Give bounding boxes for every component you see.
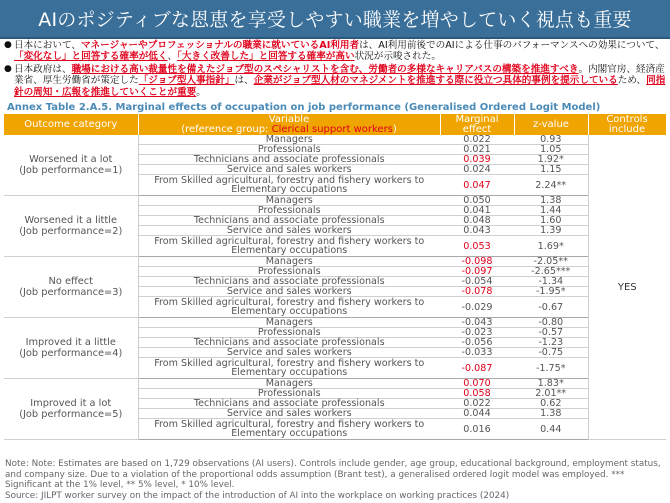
variable-cell: Managers (138, 318, 440, 328)
marginal-effect-cell: 0.021 (440, 145, 514, 155)
marginal-effect-cell: -0.029 (440, 297, 514, 318)
marginal-effect-cell: 0.022 (440, 135, 514, 145)
variable-cell: Technicians and associate professionals (138, 155, 440, 165)
variable-cell: From Skilled agricultural, forestry and fishery workers to Elementary occupations (138, 175, 440, 196)
header-outcome: Outcome category (4, 114, 138, 135)
variable-cell: Service and sales workers (138, 287, 440, 297)
z-value-cell: 1.44 (514, 206, 588, 216)
bullet-text (14, 40, 666, 63)
marginal-effect-cell: -0.097 (440, 267, 514, 277)
z-value-cell: -2.05** (514, 257, 588, 267)
z-value-cell: 0.44 (514, 419, 588, 440)
variable-cell: Technicians and associate professionals (138, 277, 440, 287)
marginal-effect-cell: 0.041 (440, 206, 514, 216)
variable-cell: Managers (138, 135, 440, 145)
source-text: Source: JILPT worker survey on the impact of the introduction of AI into the workplace on working practices (2024) (5, 490, 510, 501)
z-value-cell: 2.24** (514, 175, 588, 196)
bullet-highlight: マネージャーやプロフェッショナルの職業に就いているAI利用者 (80, 40, 360, 51)
bullet-segment: 状況が示唆された。 (354, 51, 441, 63)
z-value-cell: 1.69* (514, 236, 588, 257)
bullet-highlight: 「変化なし」と回答する確率が低く (14, 51, 168, 63)
z-value-cell: 2.01** (514, 389, 588, 399)
marginal-effect-cell: 0.070 (440, 379, 514, 389)
outcome-category-cell (4, 379, 138, 440)
outcome-category-label: Worsened it a lot (29, 154, 113, 165)
z-value-cell: 0.93 (514, 135, 588, 145)
bullet-segment: 日本において、 (14, 40, 81, 51)
marginal-effect-cell: 0.043 (440, 226, 514, 236)
header-reference-group: (reference group: Clerical support workers) (181, 123, 397, 135)
marginal-effect-cell: 0.053 (440, 236, 514, 257)
z-value-cell: -0.67 (514, 297, 588, 318)
variable-cell: Managers (138, 257, 440, 267)
z-value-cell: -1.95* (514, 287, 588, 297)
z-value-cell: 1.15 (514, 165, 588, 175)
variable-cell: Professionals (138, 206, 440, 216)
bullet-segment: は、AI利用前後でのAIによる仕事のパフォーマンスへの効果について、 (359, 40, 665, 51)
outcome-category-cell (4, 318, 138, 379)
variable-cell: From Skilled agricultural, forestry and fishery workers to Elementary occupations (138, 236, 440, 257)
variable-cell: Professionals (138, 267, 440, 277)
bullet-segment: 、 (167, 51, 178, 63)
marginal-effect-cell: 0.047 (440, 175, 514, 196)
table-header-row (4, 114, 666, 135)
title-bar (0, 0, 670, 39)
summary-bullets (4, 40, 666, 99)
bullet-highlight: 「ジョブ型人事指針」 (138, 75, 235, 87)
bullet-marker: ● (4, 40, 12, 50)
variable-cell: Technicians and associate professionals (138, 338, 440, 348)
outcome-category-cell (4, 135, 138, 196)
bullet-segment: ため、 (617, 75, 647, 87)
bullet-highlight: 同指針の周知・広報を推進していくことが重要 (14, 75, 666, 98)
z-value-cell: -1.23 (514, 338, 588, 348)
header-variable (138, 114, 440, 135)
table-notes (5, 459, 667, 501)
marginal-effect-cell: -0.056 (440, 338, 514, 348)
marginal-effect-cell: 0.022 (440, 399, 514, 409)
header-marginal-effect: Marginal effect (440, 114, 514, 135)
outcome-category-label: Improved it a lot (30, 398, 112, 409)
bullet-highlight: 企業がジョブ型人材のマネジメントを推進する際に役立つ具体的事例を提示している (253, 75, 618, 87)
variable-cell: Service and sales workers (138, 348, 440, 358)
variable-cell: From Skilled agricultural, forestry and fishery workers to Elementary occupations (138, 297, 440, 318)
z-value-cell: -0.80 (514, 318, 588, 328)
marginal-effect-cell: 0.039 (440, 155, 514, 165)
variable-cell: Professionals (138, 145, 440, 155)
table-row (4, 196, 666, 206)
table-title: Annex Table 2.A.5. Marginal effects of occupation on job performance (Generalised Ordered Logit Model) (7, 102, 601, 113)
table-row (4, 379, 666, 389)
variable-cell: Service and sales workers (138, 226, 440, 236)
outcome-category-sublabel: (Job performance=2) (19, 226, 123, 237)
marginal-effect-cell: 0.044 (440, 409, 514, 419)
z-value-cell: -1.34 (514, 277, 588, 287)
controls-included-cell: YES (588, 135, 666, 440)
z-value-cell: 1.05 (514, 145, 588, 155)
z-value-cell: -0.57 (514, 328, 588, 338)
outcome-category-sublabel: (Job performance=3) (19, 287, 123, 298)
marginal-effect-cell: 0.058 (440, 389, 514, 399)
bullet-segment: 。内閣官房、経済産業省、厚生労働省が策定した (14, 63, 665, 87)
marginal-effect-cell: 0.024 (440, 165, 514, 175)
table-row (4, 318, 666, 328)
marginal-effect-cell: 0.048 (440, 216, 514, 226)
outcome-category-sublabel: (Job performance=5) (19, 409, 123, 420)
z-value-cell: 1.60 (514, 216, 588, 226)
variable-cell: Professionals (138, 328, 440, 338)
outcome-category-cell (4, 257, 138, 318)
marginal-effect-cell: -0.098 (440, 257, 514, 267)
marginal-effects-table (4, 114, 667, 440)
z-value-cell: 1.38 (514, 196, 588, 206)
marginal-effect-cell: -0.023 (440, 328, 514, 338)
z-value-cell: 0.62 (514, 399, 588, 409)
outcome-category-cell (4, 196, 138, 257)
z-value-cell: -2.65*** (514, 267, 588, 277)
reference-group-name: Clerical support workers (271, 123, 393, 135)
variable-cell: Technicians and associate professionals (138, 399, 440, 409)
header-variable-label: Variable (268, 113, 310, 125)
bullet-highlight: 「大きく改善した」と回答する確率が高い (177, 51, 355, 63)
variable-cell: Managers (138, 196, 440, 206)
bullet-marker: ● (4, 63, 12, 74)
table-row (4, 135, 666, 145)
bullet-segment: は、 (234, 75, 254, 87)
z-value-cell: 1.39 (514, 226, 588, 236)
z-value-cell: -0.75 (514, 348, 588, 358)
outcome-category-label: Improved it a little (25, 337, 116, 348)
variable-cell: Technicians and associate professionals (138, 216, 440, 226)
variable-cell: Service and sales workers (138, 165, 440, 175)
outcome-category-label: Worsened it a little (24, 215, 117, 226)
marginal-effect-cell: 0.050 (440, 196, 514, 206)
page-title: AIのポジティブな恩恵を享受しやすい職業を増やしていく視点も重要 (38, 9, 632, 31)
bullet-highlight: 職場における高い裁量性を備えたジョブ型のスペシャリストを含む、労働者の多様なキャリアパスの構築を推進すべき (71, 63, 579, 75)
outcome-category-sublabel: (Job performance=4) (19, 348, 123, 359)
marginal-effect-cell: -0.043 (440, 318, 514, 328)
note-text: Note: Note: Estimates are based on 1,729 observations (AI users). Controls include gender, age group, educational background, employment status, and company size. Due to a violation of the proportional odds assumption (Brant test), a generalised ordered logit model was employed. *** Significant at the 1% level, ** 5% level, * 10% level. (5, 459, 661, 490)
bullet-item (4, 64, 666, 98)
header-controls: Controls include (588, 114, 666, 135)
marginal-effect-cell: -0.078 (440, 287, 514, 297)
marginal-effect-cell: -0.054 (440, 277, 514, 287)
variable-cell: From Skilled agricultural, forestry and fishery workers to Elementary occupations (138, 419, 440, 440)
variable-cell: Managers (138, 379, 440, 389)
z-value-cell: 1.83* (514, 379, 588, 389)
marginal-effect-cell: 0.016 (440, 419, 514, 440)
z-value-cell: 1.92* (514, 155, 588, 165)
bullet-text (14, 64, 666, 98)
bullet-item (4, 40, 666, 63)
header-z-value: z-value (514, 114, 588, 135)
z-value-cell: -1.75* (514, 358, 588, 379)
marginal-effect-cell: -0.033 (440, 348, 514, 358)
table-row (4, 257, 666, 267)
z-value-cell: 1.38 (514, 409, 588, 419)
outcome-category-label: No effect (48, 276, 93, 287)
marginal-effect-cell: -0.087 (440, 358, 514, 379)
variable-cell: Professionals (138, 389, 440, 399)
variable-cell: Service and sales workers (138, 409, 440, 419)
bullet-segment: 日本政府は、 (14, 63, 72, 75)
variable-cell: From Skilled agricultural, forestry and fishery workers to Elementary occupations (138, 358, 440, 379)
bullet-segment: 。 (196, 86, 206, 98)
outcome-category-sublabel: (Job performance=1) (19, 165, 123, 176)
